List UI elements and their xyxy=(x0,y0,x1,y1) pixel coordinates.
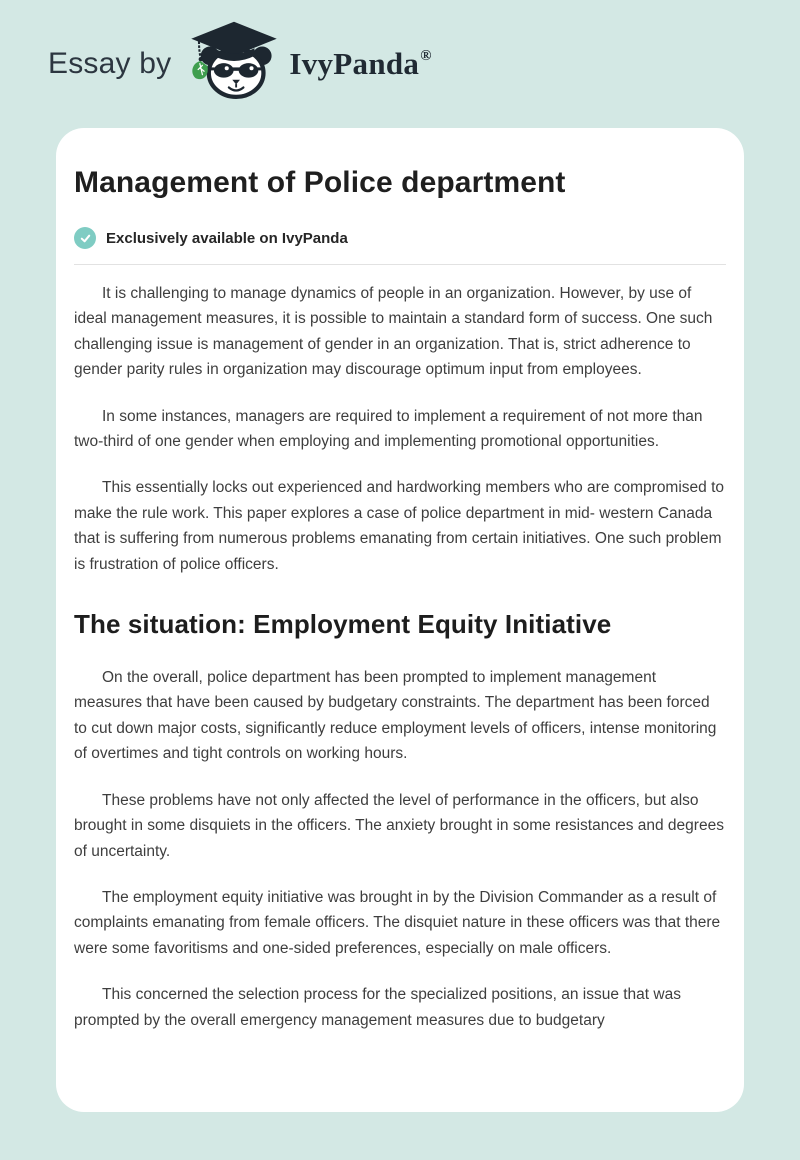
ivypanda-panda-logo-icon xyxy=(185,20,283,102)
brand-text: IvyPanda xyxy=(289,46,420,81)
divider xyxy=(74,264,726,265)
badge-label: Exclusively available on IvyPanda xyxy=(106,229,348,247)
essay-card xyxy=(56,128,744,1112)
header xyxy=(0,0,800,128)
section-heading: The situation: Employment Equity Initiative xyxy=(74,609,612,640)
essay-title: Management of Police department xyxy=(74,166,566,199)
check-icon xyxy=(74,227,96,249)
paragraph-3: This essentially locks out experienced and hardworking members who are compromised to make the rule work. This paper explores a case of police department in mid- western Canada that is suffering from numerous problems emanating from certain initiatives. One such problem is frustration of police officers. xyxy=(74,479,725,573)
registered-mark: ® xyxy=(420,48,432,64)
paragraph-5: These problems have not only affected the level of performance in the officers, but also brought in some disquiets in the officers. The anxiety brought in some resistances and degrees of uncertainty. xyxy=(74,791,724,860)
header-prefix: Essay by xyxy=(48,47,172,80)
paragraph-1: It is challenging to manage dynamics of people in an organization. However, by use of ideal management measures, it is possible to maintain a standard form of success. One such challenging issue is management of gender in an organization. That is, strict adherence to gender parity rules in organization may discourage optimum input from employees. xyxy=(74,285,713,379)
paragraph-6: The employment equity initiative was brought in by the Division Commander as a result of complaints emanating from female officers. The disquiet nature in these officers was that there were some favoritisms and one-sided preferences, especially on male officers. xyxy=(74,888,721,957)
exclusive-badge xyxy=(74,227,726,249)
paragraph-4: On the overall, police department has been prompted to implement management measures that have been caused by budgetary constraints. The department has been forced to cut down major costs, significantly reduce employment levels of officers, intense monitoring of overtimes and tight controls on working hours. xyxy=(74,669,717,763)
paragraph-2: In some instances, managers are required to implement a requirement of not more than two-third of one gender when employing and implementing promotional opportunities. xyxy=(74,407,703,451)
paragraph-7: This concerned the selection process for the specialized positions, an issue that was prompted by the overall emergency management measures due to budgetary xyxy=(74,986,681,1029)
brand-name xyxy=(289,46,431,82)
